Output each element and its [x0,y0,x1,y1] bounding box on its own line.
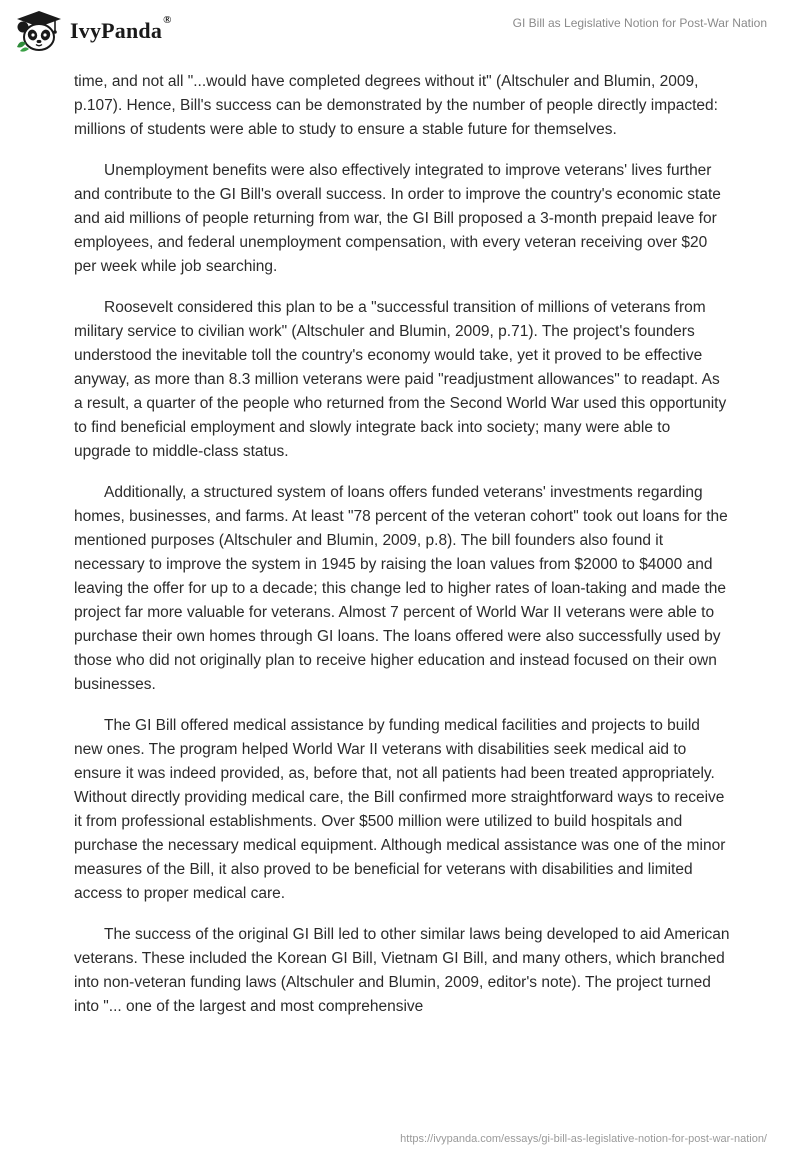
logo-wordmark: IvyPanda® [70,14,172,43]
essay-body [74,70,730,1036]
registered-mark: ® [163,14,172,26]
ivypanda-logo[interactable] [14,9,172,53]
paragraph-unemployment-benefits: Unemployment benefits were also effectively integrated to improve veterans' lives further and contribute to the GI Bill's overall success. In order to improve the country's economic state and aid millions of people returning from war, the GI Bill proposed a 3-month prepaid leave for employees, and federal unemployment compensation, with every veteran receiving over $20 per week while job searching. [74,162,721,275]
document-title: GI Bill as Legislative Notion for Post-War Nation [512,16,767,30]
paragraph-legacy: The success of the original GI Bill led to other similar laws being developed to aid American veterans. These included the Korean GI Bill, Vietnam GI Bill, and many others, which branched into non-veteran funding laws (Altschuler and Blumin, 2009, editor's note). The project turned into "... one of the largest and most comprehensive [74,926,730,1015]
page-header [0,0,800,62]
paragraph-roosevelt: Roosevelt considered this plan to be a "successful transition of millions of veterans from military service to civilian work" (Altschuler and Blumin, 2009, p.71). The project's founders understood the inevitable toll the country's economy would take, yet it proved to be effective anyway, as more than 8.3 million veterans were paid "readjustment allowances" to readapt. As a result, a quarter of the people who returned from the Second World War used this opportunity to find beneficial employment and slowly integrate back into society; many were able to upgrade to middle-class status. [74,299,727,460]
paragraph-medical-assistance: The GI Bill offered medical assistance by funding medical facilities and projects to build new ones. The program helped World War II veterans with disabilities seek medical aid to ensure it was indeed provided, as, before that, not all patients had been treated appropriately. Without directly providing medical care, the Bill confirmed more straightforward ways to receive it from professional establishments. Over $500 million were utilized to build hospitals and purchase the necessary medical equipment. Although medical assistance was one of the minor measures of the Bill, it also proved to be beneficial for veterans with disabilities and limited access to proper medical care. [74,717,726,902]
paragraph-continuation: time, and not all "...would have completed degrees without it" (Altschuler and Blumin, 2009, p.107). Hence, Bill's success can be demonstrated by the number of people directly impacted: millions of students were able to study to ensure a stable future for themselves. [74,73,718,138]
source-url[interactable]: https://ivypanda.com/essays/gi-bill-as-legislative-notion-for-post-war-nation/ [400,1133,767,1145]
paragraph-loans: Additionally, a structured system of loans offers funded veterans' investments regarding homes, businesses, and farms. At least "78 percent of the veteran cohort" took out loans for the mentioned purposes (Altschuler and Blumin, 2009, p.8). The bill founders also found it necessary to improve the system in 1945 by raising the loan values from $2000 to $4000 and leaving the offer for up to a decade; this change led to higher rates of loan-taking and made the project far more valuable for veterans. Almost 7 percent of World War II veterans were able to purchase their own homes through GI loans. The loans offered were also successfully used by those who did not originally plan to receive higher education and instead focused on their own businesses. [74,484,728,693]
panda-graduation-cap-icon [14,9,64,53]
